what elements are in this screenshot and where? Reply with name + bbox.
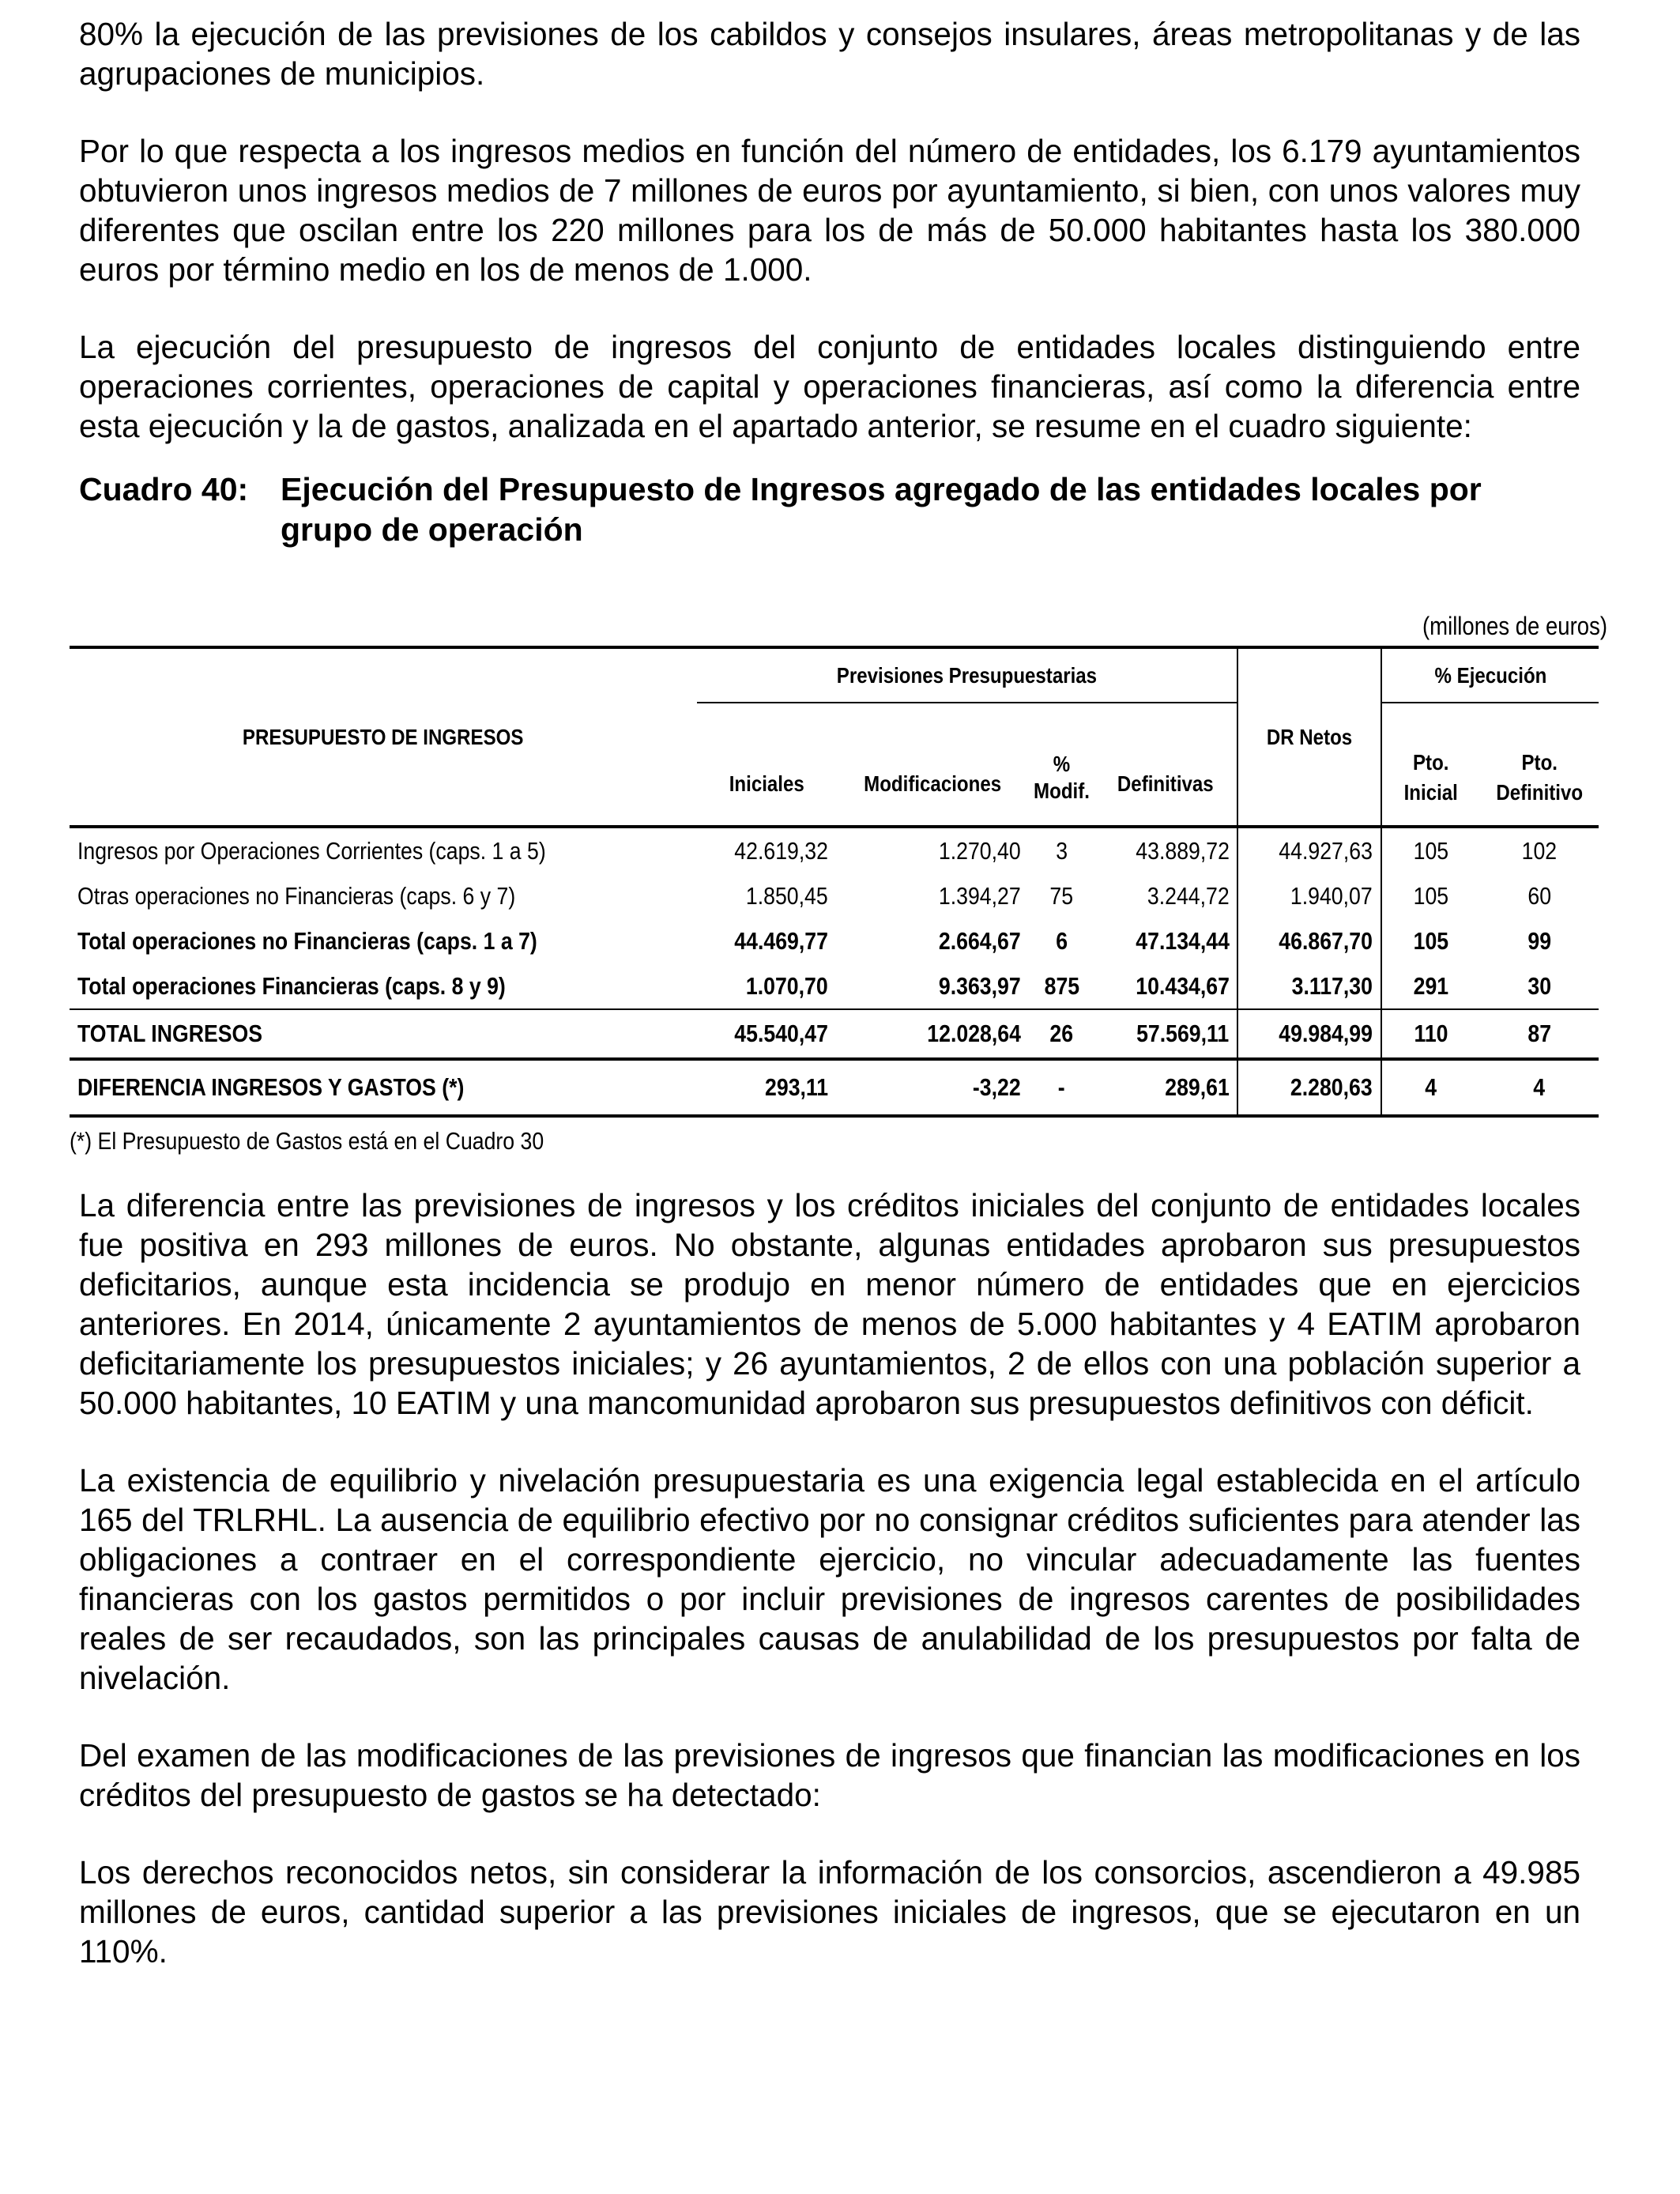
cell-dr-netos: 44.927,63 [1279, 836, 1373, 865]
table-row-difference [70, 1059, 1599, 1116]
cell-pto-definitivo: 102 [1521, 836, 1558, 865]
header-pct-modif: % Modif. [1029, 703, 1094, 827]
header-iniciales: Iniciales [697, 703, 836, 827]
cell-definitivas: 47.134,44 [1135, 926, 1230, 955]
cell-pto-definitivo: 30 [1527, 971, 1551, 1000]
table-row [70, 873, 1599, 918]
cell-pto-inicial: 105 [1413, 881, 1449, 910]
cell-dr-netos: 1.940,07 [1290, 881, 1373, 910]
cell-pct-modif: - [1057, 1073, 1065, 1101]
table-row [70, 918, 1599, 963]
header-previsiones-group: Previsiones Presupuestarias [697, 647, 1238, 703]
cell-iniciales: 1.070,70 [746, 971, 829, 1000]
header-modificaciones: Modificaciones [836, 703, 1029, 827]
cell-definitivas: 57.569,11 [1136, 1020, 1230, 1047]
cell-definitivas: 289,61 [1164, 1073, 1230, 1101]
cell-iniciales: 293,11 [765, 1073, 829, 1101]
cell-definitivas: 43.889,72 [1135, 836, 1230, 865]
table-row [70, 827, 1599, 873]
budget-table [70, 646, 1599, 1118]
paragraph: 80% la ejecución de las previsiones de los cabildos y consejos insulares, áreas metropolitanas y de las agrupaciones de municipios. [79, 16, 1580, 92]
cell-pto-inicial: 105 [1413, 836, 1449, 865]
cell-pto-inicial: 291 [1413, 971, 1449, 1000]
paragraph: Los derechos reconocidos netos, sin considerar la información de los consorcios, ascendieron a 49.985 millones de euros, cantidad superior a las previsiones iniciales de ingresos, que se ejecutaron en un 110%. [79, 1854, 1580, 1970]
header-ejecucion-group: % Ejecución [1381, 647, 1599, 703]
cell-pct-modif: 26 [1049, 1020, 1074, 1047]
cell-iniciales: 44.469,77 [734, 926, 829, 955]
header-pto-inicial: Pto. Inicial [1381, 703, 1480, 827]
row-label: DIFERENCIA INGRESOS Y GASTOS (*) [77, 1073, 465, 1101]
cell-modificaciones: 12.028,64 [927, 1020, 1021, 1047]
cell-modificaciones: -3,22 [973, 1073, 1021, 1101]
header-row-label: PRESUPUESTO DE INGRESOS [70, 647, 697, 827]
header-pto-definitivo: Pto. Definitivo [1480, 703, 1599, 827]
cell-iniciales: 45.540,47 [734, 1020, 829, 1047]
table-row [70, 963, 1599, 1009]
cell-dr-netos: 46.867,70 [1279, 926, 1373, 955]
cell-definitivas: 10.434,67 [1135, 971, 1230, 1000]
cell-pto-definitivo: 99 [1527, 926, 1551, 955]
paragraph: La diferencia entre las previsiones de ingresos y los créditos iniciales del conjunto de entidades locales fue positiva en 293 millones de euros. No obstante, algunas entidades aprobaron sus presupuestos deficitarios, aunque esta incidencia se produjo en menor número de entidades que en ejercicios anteriores. En 2014, únicamente 2 ayuntamientos de menos de 5.000 habitantes y 4 EATIM aprobaron deficitariamente los presupuestos iniciales; y 26 ayuntamientos, 2 de ellos con una población superior a 50.000 habitantes, 10 EATIM y una mancomunidad aprobaron sus presupuestos definitivos con déficit. [79, 1187, 1580, 1421]
cell-modificaciones: 2.664,67 [939, 926, 1021, 955]
header-definitivas: Definitivas [1094, 703, 1238, 827]
paragraph: Por lo que respecta a los ingresos medios en función del número de entidades, los 6.179 ayuntamientos obtuvieron unos ingresos medios de 7 millones de euros por ayuntamiento, si bien, con unos valores muy diferentes que oscilan entre los 220 millones para los de más de 50.000 habitantes hasta los 380.000 euros por término medio en los de menos de 1.000. [79, 133, 1580, 288]
table-footnote: (*) El Presupuesto de Gastos está en el Cuadro 30 [70, 1127, 544, 1155]
table-row-total [70, 1009, 1599, 1059]
cell-definitivas: 3.244,72 [1147, 881, 1230, 910]
row-label: Total operaciones no Financieras (caps. 1 a 7) [77, 926, 537, 955]
cell-dr-netos: 49.984,99 [1279, 1020, 1373, 1047]
caption-title: Ejecución del Presupuesto de Ingresos agregado de las entidades locales por grupo de operación [281, 471, 1482, 548]
cell-pto-definitivo: 60 [1527, 881, 1551, 910]
document-page [70, 14, 1607, 2009]
cell-pto-inicial: 4 [1425, 1073, 1437, 1101]
units-label: (millones de euros) [1422, 612, 1607, 640]
caption-number: Cuadro 40: [79, 471, 249, 507]
cell-dr-netos: 2.280,63 [1290, 1073, 1373, 1101]
row-label: TOTAL INGRESOS [77, 1020, 263, 1047]
cell-pct-modif: 6 [1055, 926, 1068, 955]
row-label: Otras operaciones no Financieras (caps. 6 y 7) [77, 881, 516, 910]
cell-pto-definitivo: 4 [1533, 1073, 1546, 1101]
cell-modificaciones: 1.394,27 [939, 881, 1021, 910]
table-caption [79, 469, 1580, 550]
cell-pct-modif: 75 [1049, 881, 1074, 910]
cell-pto-inicial: 110 [1414, 1020, 1448, 1047]
cell-iniciales: 42.619,32 [734, 836, 829, 865]
cell-pct-modif: 875 [1044, 971, 1079, 1000]
cell-dr-netos: 3.117,30 [1291, 971, 1373, 1000]
cell-iniciales: 1.850,45 [746, 881, 829, 910]
header-dr-netos: DR Netos [1237, 647, 1381, 827]
cell-modificaciones: 9.363,97 [939, 971, 1021, 1000]
paragraph: Del examen de las modificaciones de las previsiones de ingresos que financian las modificaciones en los créditos del presupuesto de gastos se ha detectado: [79, 1737, 1580, 1813]
cell-pto-inicial: 105 [1413, 926, 1449, 955]
row-label: Ingresos por Operaciones Corrientes (caps. 1 a 5) [77, 836, 546, 865]
cell-modificaciones: 1.270,40 [939, 836, 1021, 865]
paragraph: La existencia de equilibrio y nivelación presupuestaria es una exigencia legal establecida en el artículo 165 del TRLRHL. La ausencia de equilibrio efectivo por no consignar créditos suficientes para atender las obligaciones a contraer en el correspondiente ejercicio, no vincular adecuadamente las fuentes financieras con los gastos permitidos o por incluir previsiones de ingresos carentes de posibilidades reales de ser recaudados, son las principales causas de anulabilidad de los presupuestos por falta de nivelación. [79, 1462, 1580, 1696]
paragraph: La ejecución del presupuesto de ingresos del conjunto de entidades locales distinguiendo entre operaciones corrientes, operaciones de capital y operaciones financieras, así como la diferencia entre esta ejecución y la de gastos, analizada en el apartado anterior, se resume en el cuadro siguiente: [79, 329, 1580, 444]
budget-table-wrapper [70, 646, 1599, 1155]
row-label: Total operaciones Financieras (caps. 8 y 9) [77, 971, 506, 1000]
cell-pto-definitivo: 87 [1527, 1020, 1551, 1047]
cell-pct-modif: 3 [1055, 836, 1068, 865]
